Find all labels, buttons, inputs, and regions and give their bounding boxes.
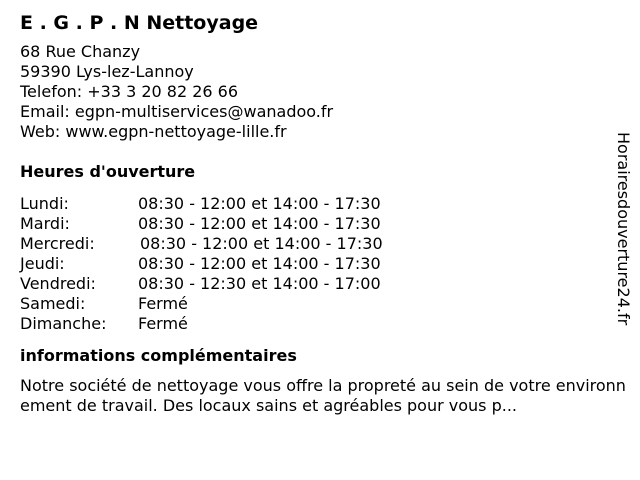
time-value: 08:30 - 12:30 et 14:00 - 17:00 (138, 274, 381, 293)
city-postal: 59390 Lys-lez-Lannoy (20, 62, 194, 81)
opening-hours-heading: Heures d'ouverture (20, 162, 196, 181)
opening-hours-table (20, 194, 610, 334)
business-name: E . G . P . N Nettoyage (20, 12, 259, 34)
day-label: Vendredi: (20, 274, 96, 293)
hours-row-monday (20, 194, 610, 214)
day-label: Lundi: (20, 194, 69, 213)
time-value: 08:30 - 12:00 et 14:00 - 17:30 (138, 214, 381, 233)
address-block (20, 42, 610, 142)
additional-info-heading: informations complémentaires (20, 346, 297, 365)
website: Web: www.egpn-nettoyage-lille.fr (20, 122, 287, 141)
time-value: Fermé (138, 294, 188, 313)
hours-row-sunday (20, 314, 610, 334)
street-address: 68 Rue Chanzy (20, 42, 141, 61)
side-brand-watermark: Horairesdouverture24.fr (614, 132, 633, 326)
hours-row-saturday (20, 294, 610, 314)
time-value: 08:30 - 12:00 et 14:00 - 17:30 (138, 254, 381, 273)
hours-row-thursday (20, 254, 610, 274)
hours-row-wednesday (20, 234, 610, 254)
day-label: Mercredi: (20, 234, 95, 253)
day-label: Mardi: (20, 214, 70, 233)
hours-row-friday (20, 274, 610, 294)
phone-number: Telefon: +33 3 20 82 26 66 (20, 82, 239, 101)
hours-row-tuesday (20, 214, 610, 234)
day-label: Jeudi: (20, 254, 65, 273)
time-value: Fermé (138, 314, 188, 333)
time-value: 08:30 - 12:00 et 14:00 - 17:30 (138, 194, 381, 213)
email-address: Email: egpn-multiservices@wanadoo.fr (20, 102, 334, 121)
day-label: Samedi: (20, 294, 86, 313)
additional-info-text: Notre société de nettoyage vous offre la propreté au sein de votre environnement de travail. Des locaux sains et agréables pour vous p... (20, 376, 626, 415)
time-value: 08:30 - 12:00 et 14:00 - 17:30 (140, 234, 383, 253)
day-label: Dimanche: (20, 314, 107, 333)
